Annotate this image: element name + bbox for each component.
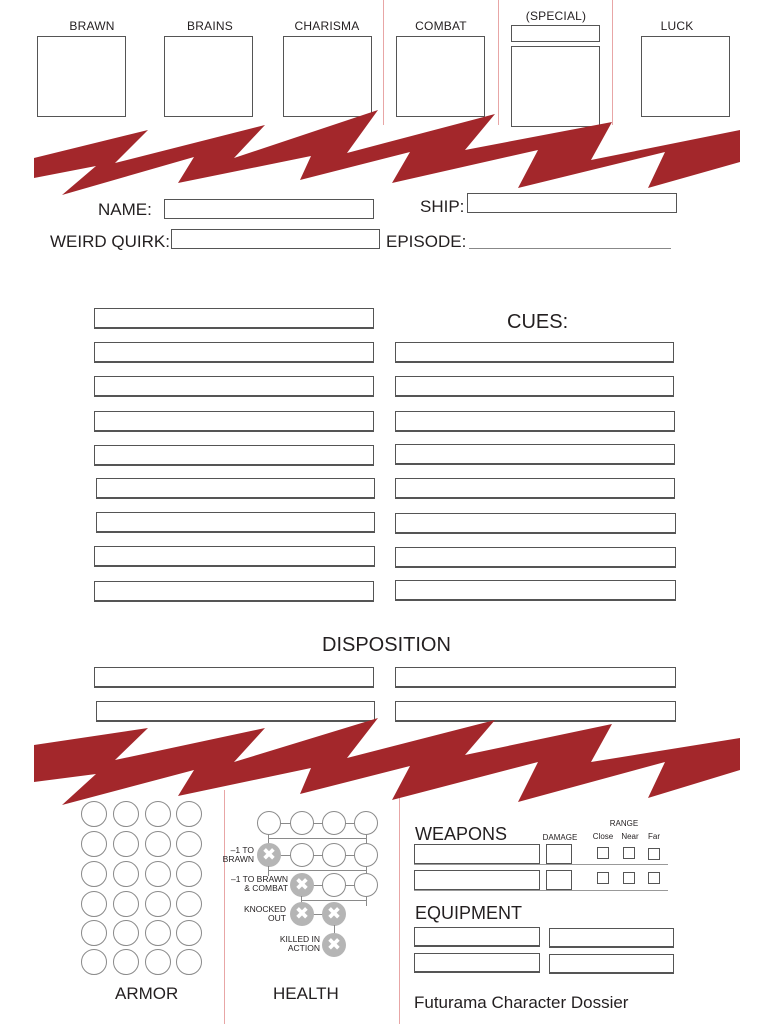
cue-line[interactable] bbox=[395, 478, 675, 499]
range-label: RANGE bbox=[609, 819, 639, 828]
range-far-checkbox[interactable] bbox=[648, 848, 660, 860]
lightning-bolt-divider bbox=[0, 100, 768, 200]
ship-label: SHIP: bbox=[420, 197, 465, 216]
health-circle[interactable] bbox=[354, 843, 378, 867]
cue-line[interactable] bbox=[395, 376, 674, 397]
range-far-checkbox[interactable] bbox=[648, 872, 660, 884]
weird-quirk-label: WEIRD QUIRK: bbox=[50, 232, 170, 251]
disposition-line[interactable] bbox=[395, 667, 676, 688]
armor-circle[interactable] bbox=[176, 891, 202, 917]
armor-circle[interactable] bbox=[81, 920, 107, 946]
cue-line[interactable] bbox=[395, 513, 676, 534]
health-label-minus1-brawn-combat: –1 TO BRAWN & COMBAT bbox=[231, 874, 288, 893]
cues-title: CUES: bbox=[507, 311, 569, 333]
cue-line[interactable] bbox=[395, 547, 676, 568]
armor-circle[interactable] bbox=[113, 891, 139, 917]
armor-circle[interactable] bbox=[176, 831, 202, 857]
disposition-title: DISPOSITION bbox=[322, 634, 451, 656]
equipment-line[interactable] bbox=[414, 953, 540, 973]
equipment-line[interactable] bbox=[549, 954, 674, 974]
name-field[interactable] bbox=[164, 199, 374, 219]
range-close-checkbox[interactable] bbox=[597, 872, 609, 884]
cue-line[interactable] bbox=[395, 444, 675, 465]
health-circle[interactable] bbox=[290, 811, 314, 835]
health-circle[interactable] bbox=[322, 843, 346, 867]
weapons-title: WEAPONS bbox=[415, 824, 508, 844]
armor-circle[interactable] bbox=[145, 861, 171, 887]
notes-line[interactable] bbox=[96, 512, 375, 533]
name-label: NAME: bbox=[98, 200, 152, 219]
divider-line bbox=[224, 790, 225, 1024]
damage-label: DAMAGE bbox=[542, 833, 578, 842]
range-far-label: Far bbox=[648, 832, 660, 841]
cue-line[interactable] bbox=[395, 411, 675, 432]
armor-circle[interactable] bbox=[81, 861, 107, 887]
notes-line[interactable] bbox=[94, 342, 374, 363]
weapon-name-field[interactable] bbox=[414, 870, 540, 890]
armor-circle[interactable] bbox=[113, 920, 139, 946]
armor-circle[interactable] bbox=[113, 831, 139, 857]
weapon-underline bbox=[414, 890, 668, 891]
weapon-underline bbox=[414, 864, 668, 865]
stat-label-special: (SPECIAL) bbox=[525, 9, 587, 23]
episode-field[interactable] bbox=[469, 248, 671, 249]
footer-title: Futurama Character Dossier bbox=[414, 993, 629, 1012]
health-circle[interactable] bbox=[354, 873, 378, 897]
cue-line[interactable] bbox=[395, 342, 674, 363]
armor-circle[interactable] bbox=[176, 949, 202, 975]
armor-circle[interactable] bbox=[81, 801, 107, 827]
armor-circle[interactable] bbox=[176, 861, 202, 887]
ship-field[interactable] bbox=[467, 193, 677, 213]
health-x-icon[interactable]: ✖ bbox=[257, 843, 281, 867]
health-label: HEALTH bbox=[273, 984, 339, 1003]
armor-circle[interactable] bbox=[145, 949, 171, 975]
notes-line[interactable] bbox=[94, 411, 374, 432]
armor-circle[interactable] bbox=[81, 949, 107, 975]
health-circle[interactable] bbox=[354, 811, 378, 835]
armor-circle[interactable] bbox=[81, 891, 107, 917]
armor-circle[interactable] bbox=[145, 831, 171, 857]
cue-line[interactable] bbox=[395, 580, 676, 601]
notes-line[interactable] bbox=[94, 546, 375, 567]
disposition-line[interactable] bbox=[94, 667, 374, 688]
special-name-box[interactable] bbox=[511, 25, 600, 42]
range-close-checkbox[interactable] bbox=[597, 847, 609, 859]
weapon-damage-field[interactable] bbox=[546, 870, 572, 890]
range-close-label: Close bbox=[592, 832, 614, 841]
range-near-checkbox[interactable] bbox=[623, 847, 635, 859]
health-x-icon[interactable]: ✖ bbox=[322, 902, 346, 926]
range-near-checkbox[interactable] bbox=[623, 872, 635, 884]
armor-label: ARMOR bbox=[115, 984, 179, 1003]
weird-quirk-field[interactable] bbox=[171, 229, 380, 249]
stat-label-luck: LUCK bbox=[660, 19, 694, 33]
divider-line bbox=[399, 790, 400, 1024]
lightning-bolt-divider bbox=[0, 710, 768, 810]
health-circle[interactable] bbox=[290, 843, 314, 867]
range-near-label: Near bbox=[621, 832, 639, 841]
health-x-icon[interactable]: ✖ bbox=[322, 933, 346, 957]
health-connector bbox=[268, 870, 367, 871]
weapon-name-field[interactable] bbox=[414, 844, 540, 864]
armor-circle[interactable] bbox=[145, 920, 171, 946]
notes-line[interactable] bbox=[94, 308, 374, 329]
notes-line[interactable] bbox=[94, 445, 374, 466]
health-label-minus1-brawn: –1 TO BRAWN bbox=[222, 845, 254, 864]
armor-circle[interactable] bbox=[176, 801, 202, 827]
equipment-title: EQUIPMENT bbox=[415, 903, 523, 923]
notes-line[interactable] bbox=[96, 478, 375, 499]
armor-circle[interactable] bbox=[113, 949, 139, 975]
armor-circle[interactable] bbox=[145, 891, 171, 917]
weapon-damage-field[interactable] bbox=[546, 844, 572, 864]
health-label-killed-in-action: KILLED IN ACTION bbox=[279, 934, 320, 953]
armor-circle[interactable] bbox=[113, 861, 139, 887]
equipment-line[interactable] bbox=[549, 928, 674, 948]
health-label-knocked-out: KNOCKED OUT bbox=[243, 904, 286, 923]
stat-label-combat: COMBAT bbox=[415, 19, 467, 33]
health-x-icon[interactable]: ✖ bbox=[290, 873, 314, 897]
health-circle[interactable] bbox=[257, 811, 281, 835]
notes-line[interactable] bbox=[94, 376, 374, 397]
episode-label: EPISODE: bbox=[386, 232, 467, 251]
armor-circle[interactable] bbox=[113, 801, 139, 827]
equipment-line[interactable] bbox=[414, 927, 540, 947]
armor-circle[interactable] bbox=[145, 801, 171, 827]
armor-circle[interactable] bbox=[81, 831, 107, 857]
stat-label-brains: BRAINS bbox=[187, 19, 233, 33]
stat-label-brawn: BRAWN bbox=[69, 19, 115, 33]
stat-label-charisma: CHARISMA bbox=[294, 19, 360, 33]
health-connector bbox=[268, 838, 367, 839]
health-circle[interactable] bbox=[322, 873, 346, 897]
notes-line[interactable] bbox=[94, 581, 374, 602]
health-x-icon[interactable]: ✖ bbox=[290, 902, 314, 926]
health-circle[interactable] bbox=[322, 811, 346, 835]
armor-circle[interactable] bbox=[176, 920, 202, 946]
